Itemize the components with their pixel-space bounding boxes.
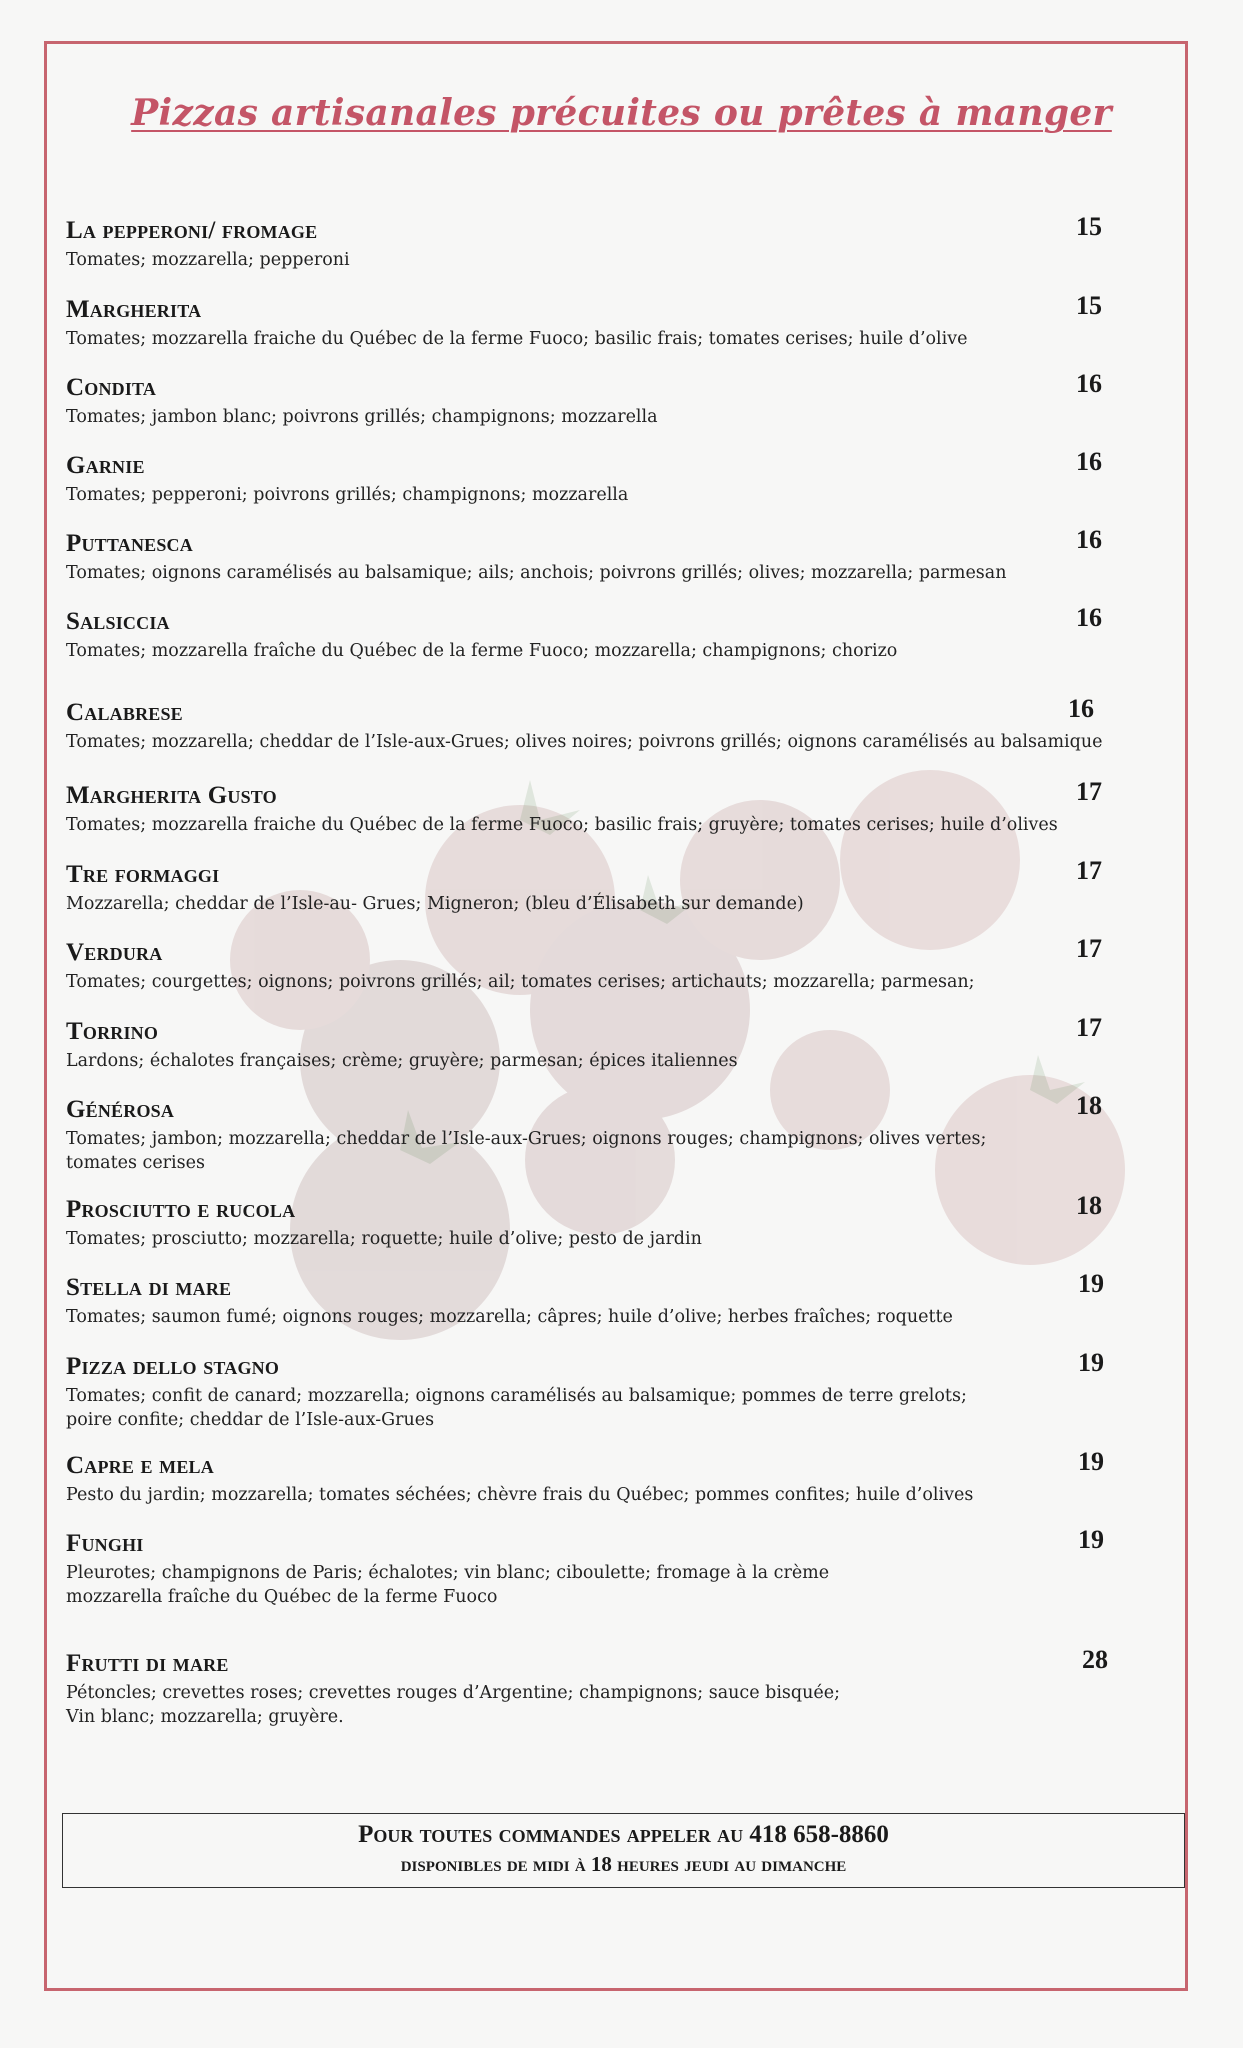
item-name: Capre e mela — [66, 1452, 214, 1479]
item-price: 16 — [1076, 603, 1102, 632]
item-description: Pesto du jardin; mozzarella; tomates séchées; chèvre frais du Québec; pommes confites; huile d’olives — [66, 1485, 974, 1505]
item-price: 19 — [1078, 1525, 1104, 1554]
item-description: Tomates; jambon; mozzarella; cheddar de l’Isle-aux-Grues; oignons rouges; champignons; olives vertes; — [66, 1129, 987, 1149]
item-description: Tomates; oignons caramélisés au balsamique; ails; anchois; poivrons grillés; olives; mozzarella; parmesan — [66, 563, 1007, 583]
menu-item — [66, 694, 1166, 754]
menu-item — [66, 212, 1166, 272]
item-price: 18 — [1076, 1091, 1102, 1120]
availability-line: disponibles de midi à 18 heures jeudi au dimanche — [400, 1852, 847, 1876]
item-name: Stella di mare — [66, 1274, 232, 1301]
item-price: 17 — [1076, 934, 1102, 963]
item-description: Tomates; mozzarella fraiche du Québec de la ferme Fuoco; basilic frais; gruyère; tomates cerises; huile d’olives — [66, 815, 1058, 835]
menu-item — [66, 1269, 1166, 1329]
item-price: 17 — [1076, 856, 1102, 885]
item-name: Tre formaggi — [66, 861, 220, 888]
item-description: Tomates; mozzarella; cheddar de l’Isle-aux-Grues; olives noires; poivrons grillés; oignons caramélisés au balsamique — [66, 732, 1103, 752]
item-price: 19 — [1078, 1269, 1104, 1298]
menu-item — [66, 777, 1166, 837]
menu-item — [66, 1645, 1166, 1729]
item-price: 17 — [1076, 1013, 1102, 1042]
item-description-cont: mozzarella fraîche du Québec de la ferme Fuoco — [66, 1587, 498, 1607]
item-price: 15 — [1076, 212, 1102, 241]
menu-item — [66, 603, 1166, 663]
item-price: 15 — [1076, 291, 1102, 320]
item-name: Prosciutto e rucola — [66, 1196, 296, 1223]
item-name: Funghi — [66, 1530, 144, 1557]
menu-item — [66, 934, 1166, 994]
item-name: Pizza dello stagno — [66, 1353, 280, 1380]
item-price: 17 — [1076, 777, 1102, 806]
item-description: Tomates; pepperoni; poivrons grillés; champignons; mozzarella — [66, 485, 629, 505]
item-description: Tomates; jambon blanc; poivrons grillés; champignons; mozzarella — [66, 407, 658, 427]
item-description: Pétoncles; crevettes roses; crevettes rouges d’Argentine; champignons; sauce bisquée; — [66, 1683, 840, 1703]
item-description: Pleurotes; champignons de Paris; échalotes; vin blanc; ciboulette; fromage à la crème — [66, 1563, 830, 1583]
menu-item — [66, 1013, 1166, 1073]
item-price: 19 — [1078, 1447, 1104, 1476]
item-description: Tomates; prosciutto; mozzarella; roquette; huile d’olive; pesto de jardin — [66, 1229, 702, 1249]
menu-title: Pizzas artisanales précuites ou prêtes à manger — [131, 92, 1112, 134]
item-price: 28 — [1082, 1645, 1108, 1674]
item-description: Tomates; mozzarella fraîche du Québec de la ferme Fuoco; mozzarella; champignons; chorizo — [66, 641, 898, 661]
order-phone-line: Pour toutes commandes appeler au 418 658-8860 — [358, 1821, 889, 1848]
item-name: Frutti di mare — [66, 1650, 229, 1677]
item-price: 16 — [1068, 694, 1094, 723]
menu-item — [66, 525, 1166, 585]
menu-item — [66, 856, 1166, 916]
item-price: 18 — [1076, 1191, 1102, 1220]
item-price: 16 — [1076, 447, 1102, 476]
item-name: Torrino — [66, 1018, 159, 1045]
menu-item — [66, 1447, 1166, 1507]
item-name: Salsiccia — [66, 608, 170, 635]
item-description: Mozzarella; cheddar de l’Isle-au- Grues; Migneron; (bleu d’Élisabeth sur demande) — [66, 894, 804, 914]
order-info-box — [62, 1813, 1185, 1888]
menu-item — [66, 447, 1166, 507]
item-name: Puttanesca — [66, 530, 193, 557]
item-name: Condita — [66, 374, 157, 401]
item-name: Garnie — [66, 452, 145, 479]
item-description: Tomates; mozzarella; pepperoni — [66, 250, 350, 270]
item-description-cont: Vin blanc; mozzarella; gruyère. — [66, 1707, 344, 1727]
item-name: Margherita Gusto — [66, 782, 277, 809]
item-description: Lardons; échalotes françaises; crème; gruyère; parmesan; épices italiennes — [66, 1051, 738, 1071]
item-price: 19 — [1078, 1348, 1104, 1377]
item-price: 16 — [1076, 369, 1102, 398]
item-name: Calabrese — [66, 699, 183, 726]
item-name: Verdura — [66, 939, 163, 966]
item-description: Tomates; courgettes; oignons; poivrons grillés; ail; tomates cerises; artichauts; mozzarella; parmesan; — [66, 972, 975, 992]
menu-item — [66, 1348, 1166, 1432]
menu-item — [66, 1191, 1166, 1251]
item-price: 16 — [1076, 525, 1102, 554]
menu-item — [66, 369, 1166, 429]
item-description: Tomates; saumon fumé; oignons rouges; mozzarella; câpres; huile d’olive; herbes fraîches; roquette — [66, 1307, 953, 1327]
item-description: Tomates; confit de canard; mozzarella; oignons caramélisés au balsamique; pommes de terre grelots; — [66, 1386, 967, 1406]
menu-item — [66, 291, 1166, 351]
item-name: Margherita — [66, 296, 202, 323]
item-description-cont: poire confite; cheddar de l’Isle-aux-Grues — [66, 1410, 435, 1430]
item-description: Tomates; mozzarella fraiche du Québec de la ferme Fuoco; basilic frais; tomates cerises; huile d’olive — [66, 329, 968, 349]
item-description-cont: tomates cerises — [66, 1153, 205, 1173]
menu-item — [66, 1525, 1166, 1609]
item-name: La pepperoni/ fromage — [66, 217, 318, 244]
menu-item — [66, 1091, 1166, 1175]
item-name: Générosa — [66, 1096, 175, 1123]
